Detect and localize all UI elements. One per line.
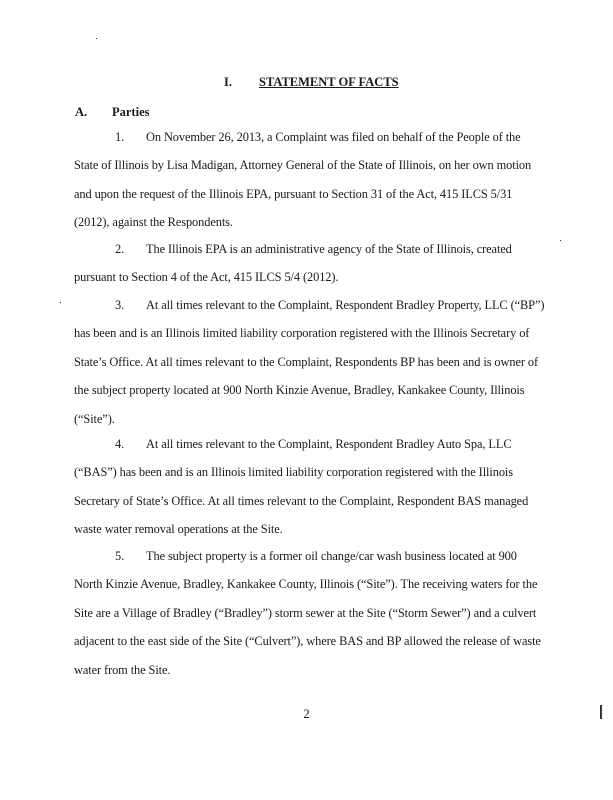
paragraph-number: 3. — [115, 298, 125, 312]
scan-speck — [60, 302, 61, 303]
paragraph-4 — [74, 430, 542, 544]
paragraph-line: the subject property located at 900 North Kinzie Avenue, Bradley, Kankakee County, Illinois — [74, 383, 525, 398]
scan-speck — [560, 240, 561, 241]
subsection-label: Parties — [112, 105, 150, 119]
paragraph-line: has been and is an Illinois limited liability corporation registered with the Illinois Secretary of — [74, 326, 530, 341]
paragraph-line: State of Illinois by Lisa Madigan, Attorney General of the State of Illinois, on her own motion — [74, 158, 532, 173]
paragraph-line: waste water removal operations at the Site. — [74, 522, 283, 537]
section-title: STATEMENT OF FACTS — [259, 75, 399, 89]
subsection-letter: A. — [75, 105, 88, 119]
paragraph-line: 2. The Illinois EPA is an administrative agency of the State of Illinois, created — [74, 235, 542, 263]
paragraph-number: 2. — [115, 242, 125, 256]
paragraph-line: 4. At all times relevant to the Complaint, Respondent Bradley Auto Spa, LLC — [74, 430, 542, 458]
scan-speck — [600, 705, 602, 719]
paragraph-number: 5. — [115, 549, 125, 563]
paragraph-line: water from the Site. — [74, 662, 171, 677]
paragraph-line: pursuant to Section 4 of the Act, 415 ILCS 5/4 (2012). — [74, 270, 339, 285]
paragraph-line: 3. At all times relevant to the Complaint, Respondent Bradley Property, LLC (“BP”) — [74, 291, 542, 319]
paragraph-number: 1. — [115, 130, 125, 144]
section-number: I. — [224, 75, 232, 89]
paragraph-line: Site are a Village of Bradley (“Bradley”) storm sewer at the Site (“Storm Sewer”) and a culvert — [74, 605, 537, 620]
paragraph-line: North Kinzie Avenue, Bradley, Kankakee County, Illinois (“Site”). The receiving waters for the — [74, 577, 538, 592]
paragraph-2 — [74, 235, 542, 292]
paragraph-line: 5. The subject property is a former oil change/car wash business located at 900 — [74, 542, 542, 570]
paragraph-line: Secretary of State’s Office. At all times relevant to the Complaint, Respondent BAS managed — [74, 493, 529, 508]
paragraph-3 — [74, 291, 545, 433]
paragraph-line: (“BAS”) has been and is an Illinois limited liability corporation registered with the Illinois — [74, 465, 513, 480]
paragraph-line: 1. On November 26, 2013, a Complaint was filed on behalf of the People of the — [74, 123, 542, 151]
paragraph-1 — [74, 123, 542, 237]
paragraph-line: adjacent to the east side of the Site (“Culvert”), where BAS and BP allowed the release of waste — [74, 634, 541, 649]
paragraph-5 — [74, 542, 542, 684]
paragraph-line: (2012), against the Respondents. — [74, 215, 233, 230]
paragraph-number: 4. — [115, 437, 125, 451]
paragraph-line: (“Site”). — [74, 411, 115, 426]
paragraph-line: State’s Office. At all times relevant to the Complaint, Respondents BP has been and is owner of — [74, 354, 539, 369]
paragraph-line: and upon the request of the Illinois EPA, pursuant to Section 31 of the Act, 415 ILCS 5/31 — [74, 186, 513, 201]
page-number: 2 — [303, 707, 310, 721]
scan-speck — [96, 38, 97, 39]
